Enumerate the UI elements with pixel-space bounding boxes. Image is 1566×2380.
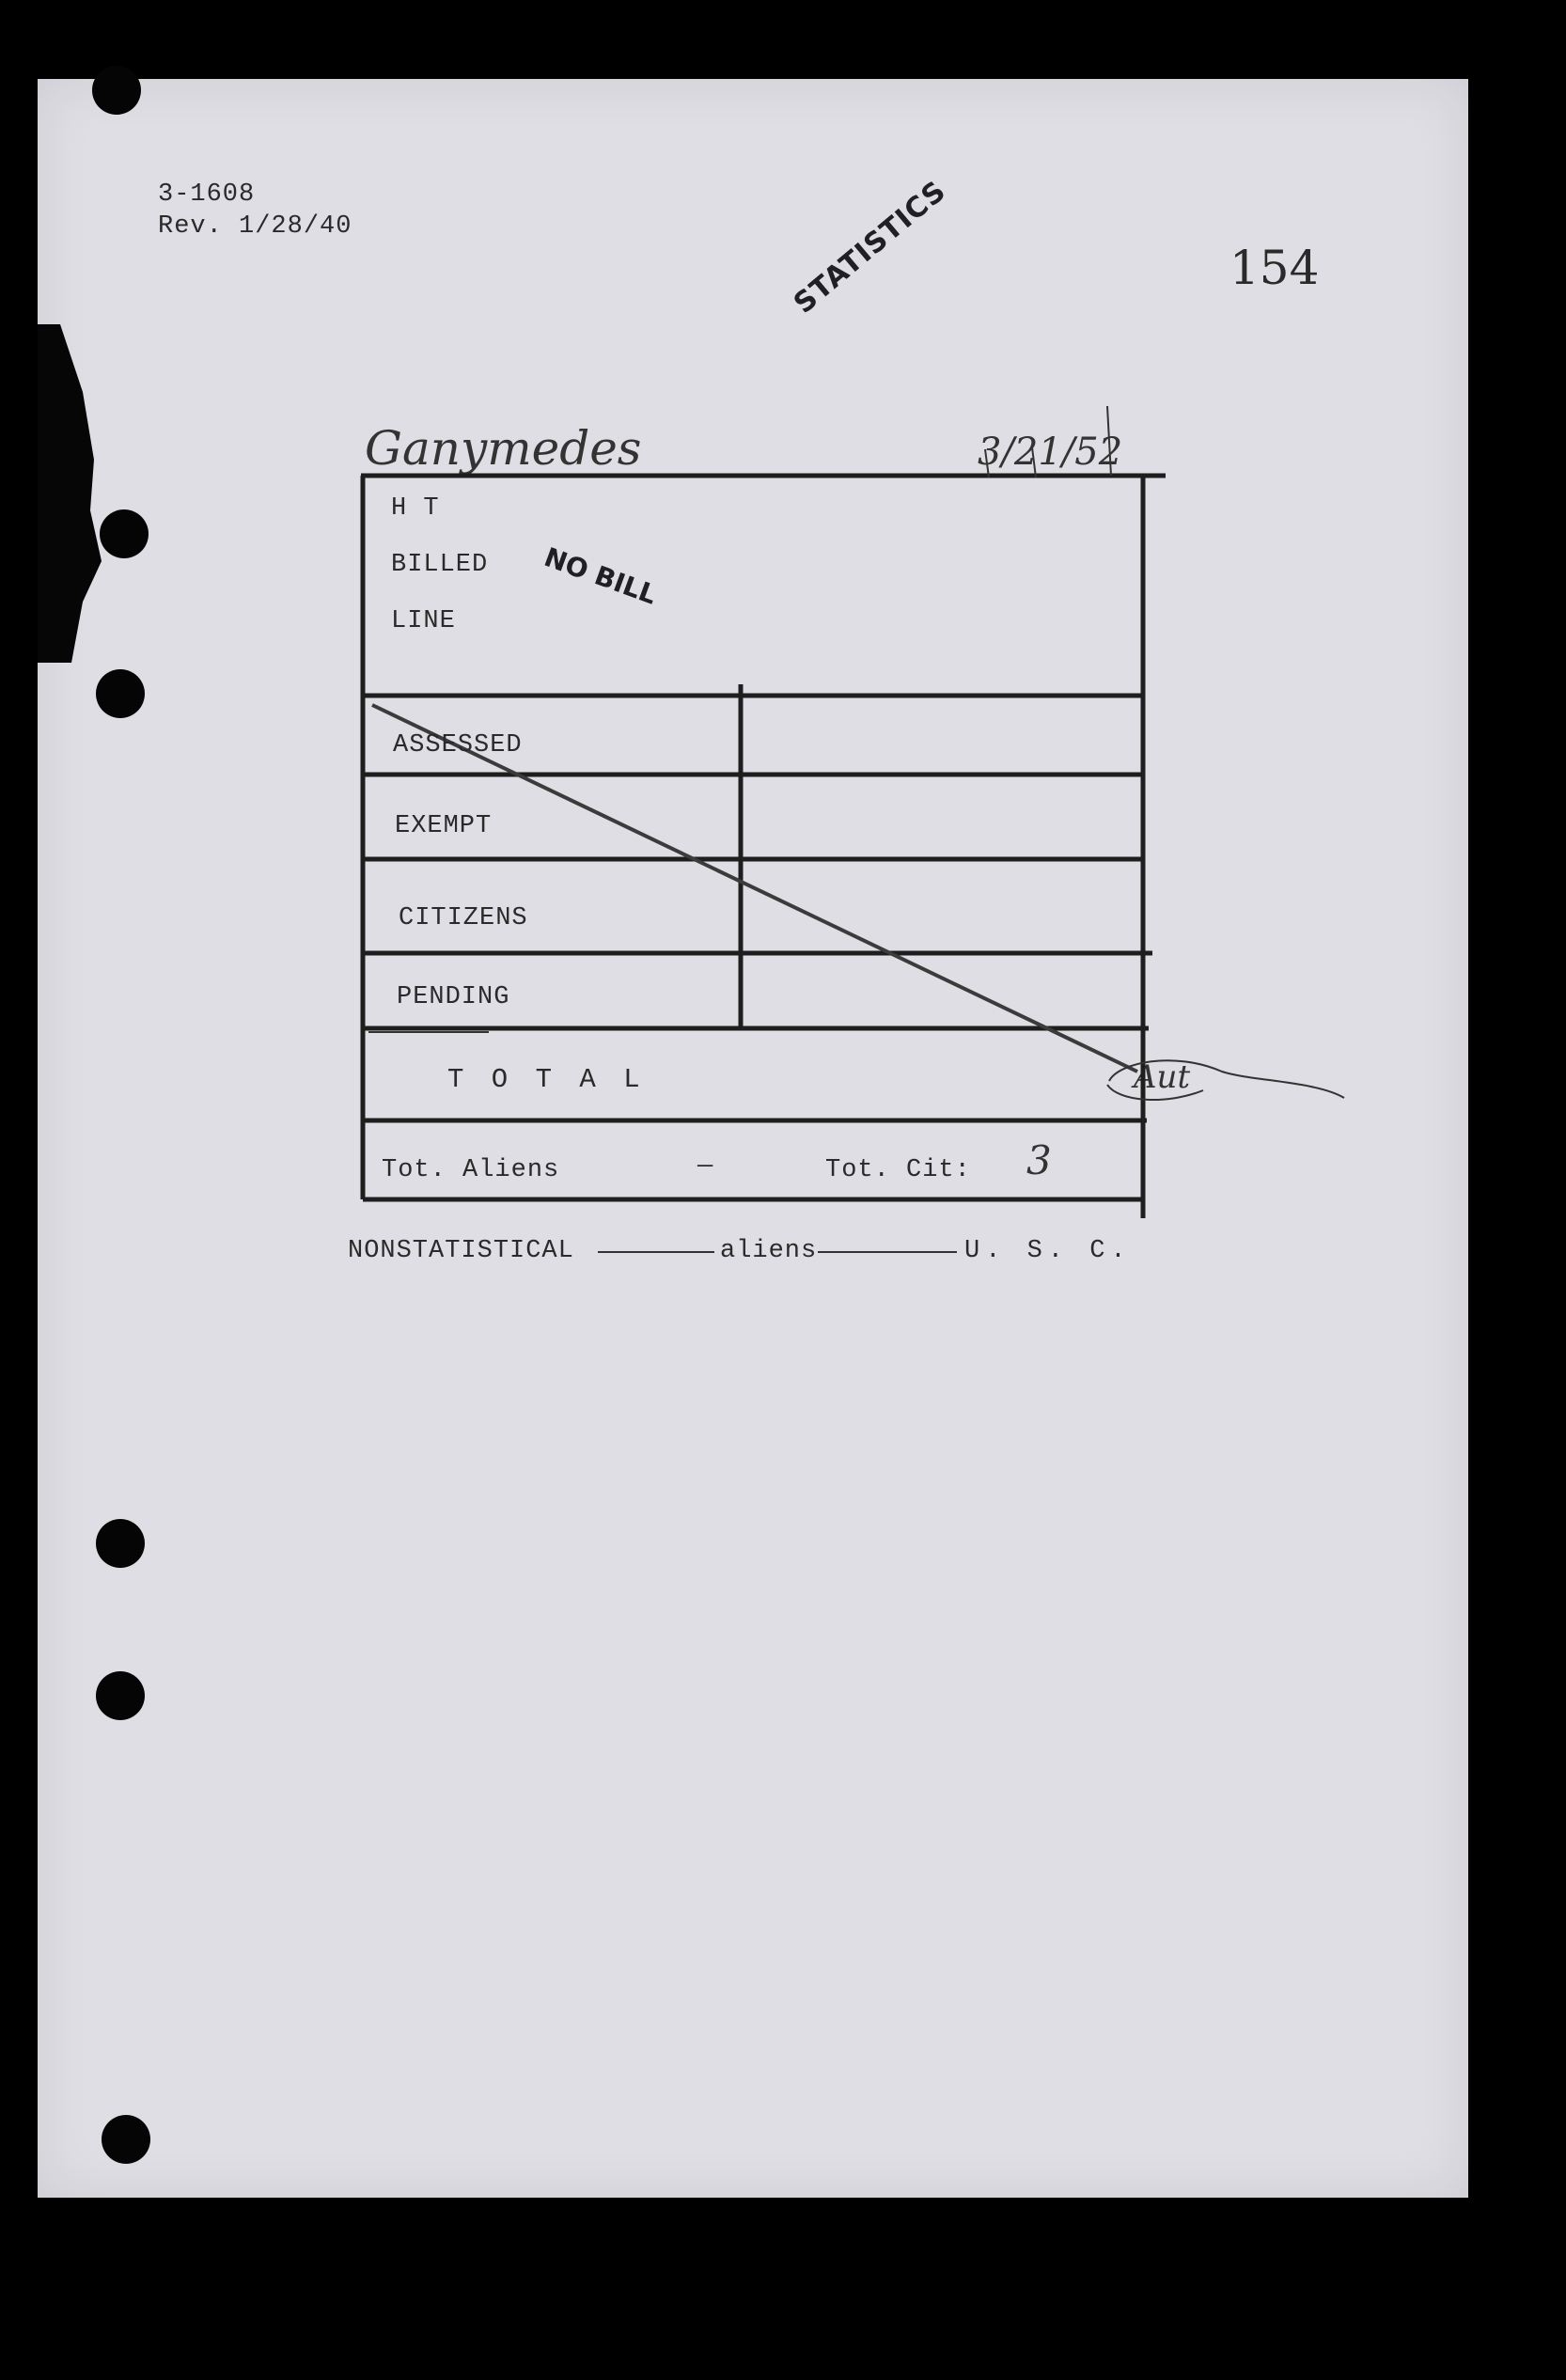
tot-aliens-label: Tot. Aliens [382,1156,560,1184]
page-number: 154 [1229,241,1320,295]
row-label-assessed: ASSESSED [393,731,523,759]
form-revision: Rev. 1/28/40 [158,212,352,241]
tot-aliens-value: — [697,1152,714,1181]
cross-out-line [372,705,1137,1072]
total-label: T O T A L [447,1064,646,1095]
handwritten-initials: Aut [1134,1058,1191,1096]
handwritten-date: 3/21/52 [978,431,1123,474]
table-header-row: H T [391,494,440,523]
table-header-row: LINE [391,607,456,635]
usc-label: U. S. C. [964,1237,1132,1265]
aliens-label: aliens [720,1237,818,1265]
nonstatistical-label: NONSTATISTICAL [348,1237,574,1265]
row-label-exempt: EXEMPT [395,812,493,840]
handwritten-ship-name: Ganymedes [365,421,642,476]
table-header-row: BILLED [391,551,489,579]
row-label-pending: PENDING [397,983,510,1011]
no-bill-stamp: NO BILL [540,541,661,611]
row-label-citizens: CITIZENS [399,904,528,932]
form-number: 3-1608 [158,180,256,209]
tot-cit-label: Tot. Cit: [825,1156,971,1184]
statistics-stamp: STATISTICS [788,174,953,321]
handwritten-citizens-count: 3 [1026,1137,1052,1183]
